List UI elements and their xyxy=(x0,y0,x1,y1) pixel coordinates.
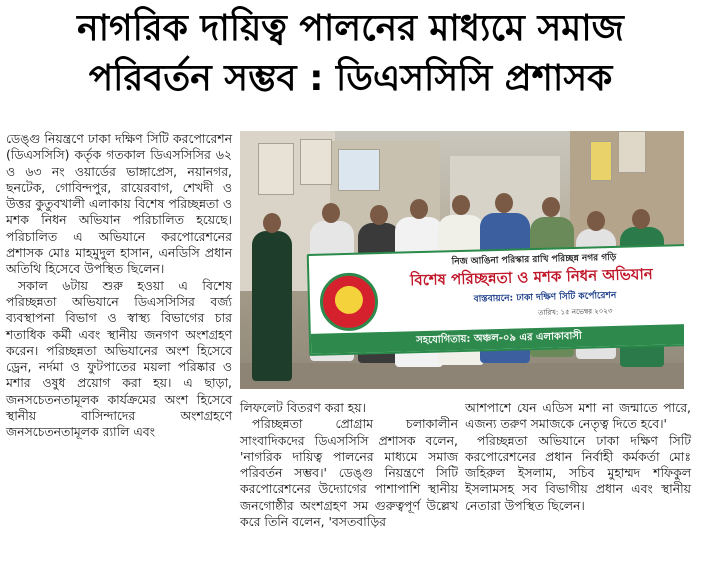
banner-date: তারিখ: ১৫ নভেম্বর ২০২৩ xyxy=(538,307,613,317)
article-paragraph: পরিচ্ছন্নতা অভিযানে ঢাকা দক্ষিণ সিটি করপোরেশনের প্রধান নির্বাহী কর্মকর্তা মোঃ জহিরুল ইসলাম, সচিব মুহাম্মদ শফিকুল ইসলামসহ সব বিভাগীয় প্রধান এবং স্থানীয় নেতারা উপস্থিত ছিলেন। xyxy=(465,432,691,513)
article-paragraph: ডেঙ্গু নিয়ন্ত্রণে ঢাকা দক্ষিণ সিটি করপোরেশন (ডিএসসিসি) কর্তৃক গতকাল ডিএসসিসির ৬২ ও ৬৩ নং ওয়ার্ডের ভাঙ্গাপ্রেস, নয়ানগর, ছনটেক, গোবিন্দপুর, রায়েরবাগ, শেখদী ও উত্তর কুতুবখালী এলাকায় বিশেষ পরিচ্ছন্নতা ও মশক নিধন অভিযান পরিচালিত হয়েছে। পরিচালিত এ অভিযানে করপোরেশনের প্রশাসক মোঃ মাহমুদুল হাসান, এনডিসি প্রধান অতিথি হিসেবে উপস্থিত ছিলেন। xyxy=(6,131,232,277)
article-column-right xyxy=(465,400,691,514)
news-photo xyxy=(240,131,684,389)
article-column-middle xyxy=(240,400,458,530)
article-paragraph: আশপাশে যেন এডিস মশা না জন্মাতে পারে, এজন্য তরুণ সমাজকে নেতৃত্ব দিতে হবে।' xyxy=(465,400,691,432)
banner-implementer: বাস্তবায়নে: ঢাকা দক্ষিণ সিটি কর্পোরেশন xyxy=(430,287,660,308)
article-paragraph: লিফলেট বিতরণ করা হয়। xyxy=(240,400,366,415)
dscc-logo xyxy=(319,272,378,331)
banner-cooperation: সহযোগিতায়: অঞ্চল-০৯ এর এলাকাবাসী xyxy=(311,324,684,354)
rally-banner xyxy=(307,244,684,356)
headline xyxy=(0,4,701,104)
article-column-left xyxy=(6,131,232,441)
banner-title: বিশেষ পরিচ্ছন্নতা ও মশক নিধন অভিযান xyxy=(409,264,653,290)
banner-slogan: নিজ আঙিনা পরিস্কার রাখি পরিচ্ছন্ন নগর গড়ি xyxy=(451,252,617,268)
article-paragraph: পরিচ্ছন্নতা প্রোগ্রাম চলাকালীন সাংবাদিকদের ডিএসসিসি প্রশাসক বলেন, 'নাগরিক দায়িত্ব পালনের মাধ্যমে সমাজ পরিবর্তন সম্ভব।' ডেঙ্গু নিয়ন্ত্রণে সিটি করপোরেশনের উদ্যোগের পাশাপাশি স্থানীয় জনগোষ্ঠীর অংশগ্রহণ সম গুরুত্বপূর্ণ উল্লেখ করে তিনি বলেন, 'বসতবাড়ির xyxy=(240,416,458,530)
article-paragraph: সকাল ৬টায় শুরু হওয়া এ বিশেষ পরিচ্ছন্নতা অভিযানে ডিএসসিসির বর্জ্য ব্যবস্থাপনা বিভাগ ও স্বাস্থ্য বিভাগের চার শতাধিক কর্মী এবং স্থানীয় জনগণ অংশগ্রহণ করেন। পরিচ্ছন্নতা অভিযানের অংশ হিসেবে ড্রেন, নর্দমা ও ফুটপাতের ময়লা পরিষ্কার ও মশার ওষুধ প্রয়োগ করা হয়। এ ছাড়া, জনসচেতনতামূলক কার্যক্রমের অংশ হিসেবে স্থানীয় বাসিন্দাদের অংশগ্রহণে জনসচেতনতামূলক র‌্যালি এবং xyxy=(6,277,232,440)
headline-line-2: পরিবর্তন সম্ভব : ডিএসসিসি প্রশাসক xyxy=(88,58,613,99)
headline-line-1: নাগরিক দায়িত্ব পালনের মাধ্যমে সমাজ xyxy=(77,8,624,49)
